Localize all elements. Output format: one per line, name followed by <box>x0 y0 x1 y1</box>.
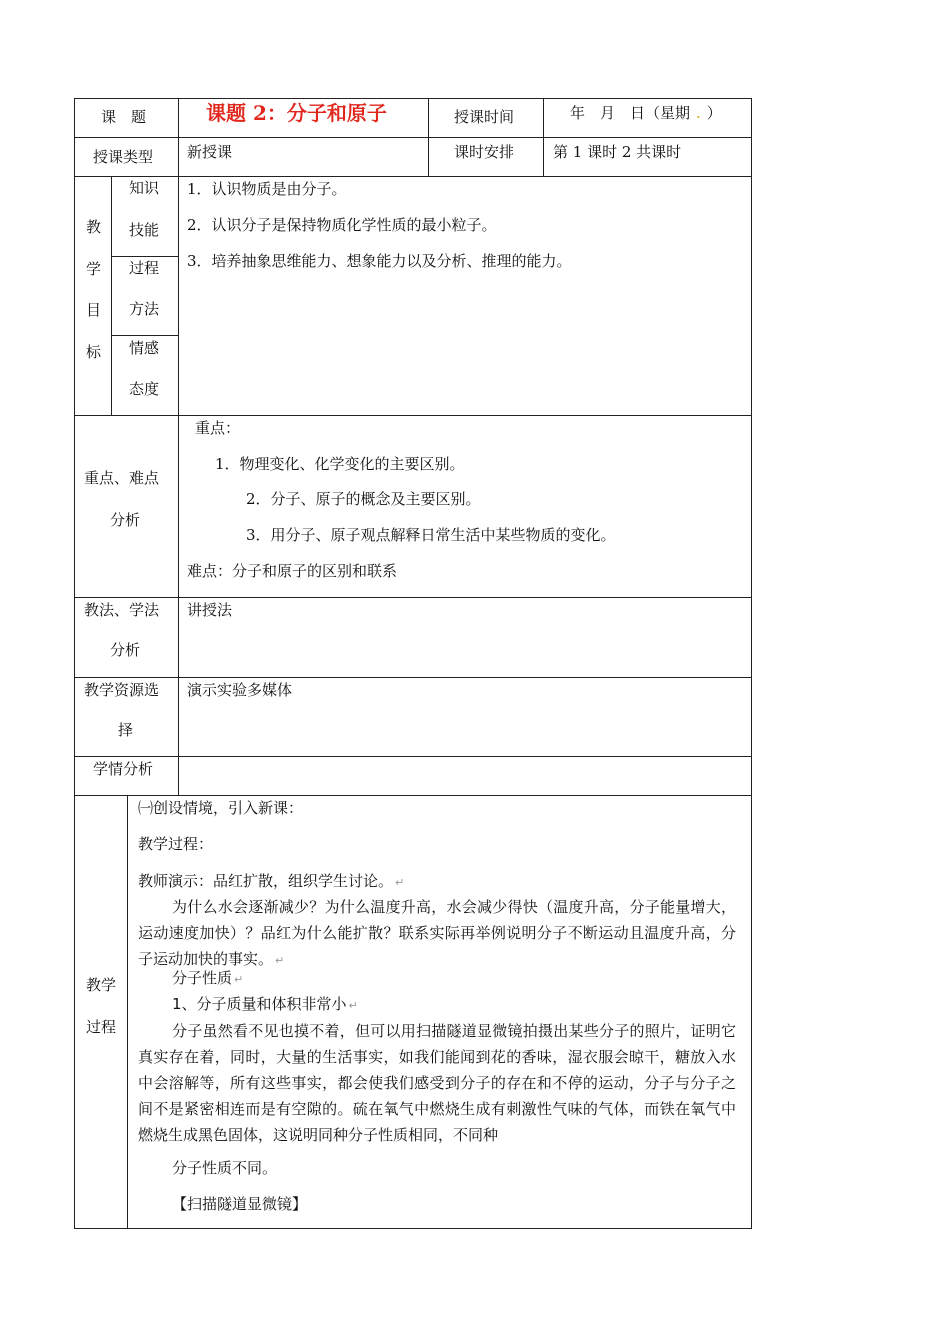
objective-item-3: 3．培养抽象思维能力、想象能力以及分析、推理的能力。 <box>187 252 572 270</box>
process-intro: ㈠创设情境，引入新课： <box>138 799 304 817</box>
demo-text-content: 教师演示：品红扩散，组织学生讨论。 <box>138 872 394 890</box>
keypoint-item-2: 2．分子、原子的概念及主要区别。 <box>246 490 481 508</box>
keypoints-heading: 重点： <box>195 419 241 437</box>
paragraph-1 <box>138 894 736 974</box>
return-mark: ↵ <box>395 876 405 889</box>
emotion-label-1: 情感 <box>129 339 160 357</box>
methods-value: 讲授法 <box>187 601 233 619</box>
type-label: 授课类型 <box>93 148 154 166</box>
property-title-text: 分子性质 <box>172 969 233 987</box>
schedule-label: 课时安排 <box>454 143 515 161</box>
stm-heading: 【扫描隧道显微镜】 <box>172 1195 308 1213</box>
subject-label: 课 题 <box>101 108 147 126</box>
emotion-label-2: 态度 <box>129 380 160 398</box>
return-mark: ↵ <box>348 999 358 1012</box>
paragraph-1-text: 为什么水会逐渐减少？为什么温度升高，水会减少得快（温度升高，分子能量增大，运动速度加快）？品红为什么能扩散？联系实际再举例说明分子不断运动且温度升高，分子运动加快的事实。 <box>138 898 736 968</box>
lesson-title: 课题 2：分子和原子 <box>206 101 387 125</box>
return-mark: ↵ <box>234 973 244 986</box>
objectives-char-2: 学 <box>86 260 102 278</box>
knowledge-label-2: 技能 <box>129 221 160 239</box>
paragraph-2: 分子虽然看不见也摸不着，但可以用扫描隧道显微镜拍摄出某些分子的照片，证明它真实存在着，同时，大量的生活事实，如我们能闻到花的香味，湿衣服会晾干，糖放入水中会溶解等，所有这些事实，都会使我们感受到分子的存在和不停的运动，分子与分子之间不是紧密相连而是有空隙的。硫在氧气中燃烧生成有刺激性气味的气体，而铁在氧气中燃烧生成黑色固体，这说明同种分子性质相同，不同种 <box>138 1022 736 1144</box>
keypoint-item-1: 1．物理变化、化学变化的主要区别。 <box>215 455 465 473</box>
time-label: 授课时间 <box>454 108 515 126</box>
process-heading: 教学过程： <box>138 835 214 853</box>
objective-item-1: 1．认识物质是由分子。 <box>187 180 347 198</box>
keypoints-label-2: 分析 <box>110 511 141 529</box>
date-close: ） <box>706 104 722 122</box>
resources-label-1: 教学资源选 <box>84 681 160 699</box>
schedule-value: 第 1 课时 2 共课时 <box>553 143 682 161</box>
objectives-char-4: 标 <box>86 343 102 361</box>
resources-value: 演示实验多媒体 <box>187 681 293 699</box>
methods-label-1: 教法、学法 <box>84 601 160 619</box>
student-analysis-label: 学情分析 <box>93 760 154 778</box>
keypoints-label-1: 重点、难点 <box>84 469 160 487</box>
objective-item-2: 2．认识分子是保持物质化学性质的最小粒子。 <box>187 216 497 234</box>
date-text: 年 月 日（星期 <box>570 104 691 122</box>
process-label-2: 方法 <box>129 300 160 318</box>
date-dot: . <box>696 104 701 122</box>
demo-text <box>138 874 404 889</box>
paragraph-3: 分子性质不同。 <box>172 1159 278 1177</box>
resources-label-2: 择 <box>118 721 134 739</box>
methods-label-2: 分析 <box>110 641 141 659</box>
objectives-char-1: 教 <box>86 218 102 236</box>
objectives-char-3: 目 <box>86 301 102 319</box>
date-field <box>570 106 722 121</box>
property-1-text: 1、分子质量和体积非常小 <box>172 995 347 1013</box>
process-label-1: 教学 <box>86 976 117 994</box>
property-title <box>172 971 243 986</box>
return-mark: ↵ <box>275 954 285 967</box>
knowledge-label-1: 知识 <box>129 179 160 197</box>
difficulty-text: 难点：分子和原子的区别和联系 <box>187 562 398 580</box>
process-label-2: 过程 <box>86 1018 117 1036</box>
process-label-1: 过程 <box>129 259 160 277</box>
type-value: 新授课 <box>187 143 233 161</box>
keypoint-item-3: 3．用分子、原子观点解释日常生活中某些物质的变化。 <box>246 526 616 544</box>
property-1 <box>172 997 358 1012</box>
